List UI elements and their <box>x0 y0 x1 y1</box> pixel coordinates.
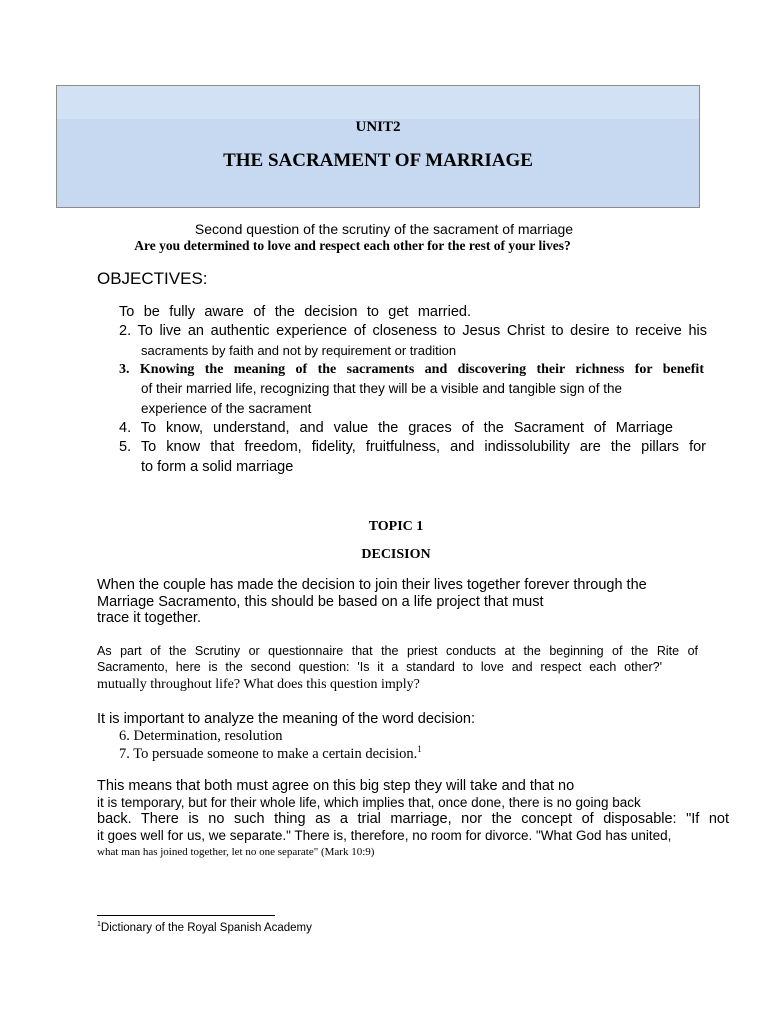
header-highlight <box>57 86 699 119</box>
objective-item-3-cont-1: of their married life, recognizing that they will be a visible and tangible sign of the <box>141 381 623 396</box>
objective-item-2: 2. To live an authentic experience of closeness to Jesus Christ to desire to receive his <box>119 323 707 339</box>
unit-label: UNIT2 <box>355 119 401 135</box>
topic-title: DECISION <box>361 547 431 562</box>
paragraph-1-line-1: When the couple has made the decision to join their lives together forever through the <box>97 577 647 593</box>
paragraph-1-line-3: trace it together. <box>97 610 201 626</box>
paragraph-4-line-2: it is temporary, but for their whole life, which implies that, once done, there is no going back <box>97 795 641 810</box>
objective-item-4: 4. To know, understand, and value the graces of the Sacrament of Marriage <box>119 420 673 436</box>
scrutiny-subtitle: Second question of the scrutiny of the sacrament of marriage <box>194 221 574 237</box>
paragraph-1-line-2: Marriage Sacramento, this should be based on a life project that must <box>97 594 544 610</box>
footnote-reference: 1 <box>417 744 422 754</box>
objective-item-5-cont: to form a solid marriage <box>141 459 294 475</box>
definition-7-text: 7. To persuade someone to make a certain decision. <box>119 745 418 762</box>
paragraph-4-line-1: This means that both must agree on this big step they will take and that no <box>97 778 575 794</box>
objectives-heading: OBJECTIVES: <box>97 269 208 288</box>
objective-item-5: 5. To know that freedom, fidelity, fruitfulness, and indissolubility are the pillars for <box>119 439 706 455</box>
paragraph-2-line-1: As part of the Scrutiny or questionnaire that the priest conducts at the beginning of the Rite of <box>97 644 698 658</box>
topic-label: TOPIC 1 <box>368 519 424 534</box>
objective-item-2-cont: sacraments by faith and not by requirement or tradition <box>141 343 457 358</box>
paragraph-3-intro: It is important to analyze the meaning of the word decision: <box>97 711 476 727</box>
footnote <box>97 921 312 934</box>
scrutiny-question: Are you determined to love and respect each other for the rest of your lives? <box>134 238 571 253</box>
paragraph-2-line-2: Sacramento, here is the second question: 'Is it a standard to love and respect each other?' <box>97 660 662 674</box>
paragraph-2-line-3: mutually throughout life? What does this question imply? <box>97 677 420 692</box>
objective-item-3-cont-2: experience of the sacrament <box>141 401 312 416</box>
unit-header-box <box>56 85 700 208</box>
paragraph-4-line-4: it goes well for us, we separate." There is, therefore, no room for divorce. "What God has united, <box>97 828 672 843</box>
definition-6: 6. Determination, resolution <box>119 728 283 744</box>
footnote-text: Dictionary of the Royal Spanish Academy <box>100 921 312 934</box>
objective-item-1: To be fully aware of the decision to get married. <box>119 304 471 320</box>
paragraph-4-line-5: what man has joined together, let no one separate" (Mark 10:9) <box>97 846 375 858</box>
paragraph-4-line-3: back. There is no such thing as a trial marriage, nor the concept of disposable: "If not <box>97 811 729 827</box>
footnote-separator <box>97 915 275 916</box>
objective-item-3: 3. Knowing the meaning of the sacraments and discovering their richness for benefit <box>119 362 704 377</box>
unit-title: THE SACRAMENT OF MARRIAGE <box>223 150 533 171</box>
definition-7 <box>119 744 422 763</box>
footnote-marker: 1 <box>97 921 101 928</box>
